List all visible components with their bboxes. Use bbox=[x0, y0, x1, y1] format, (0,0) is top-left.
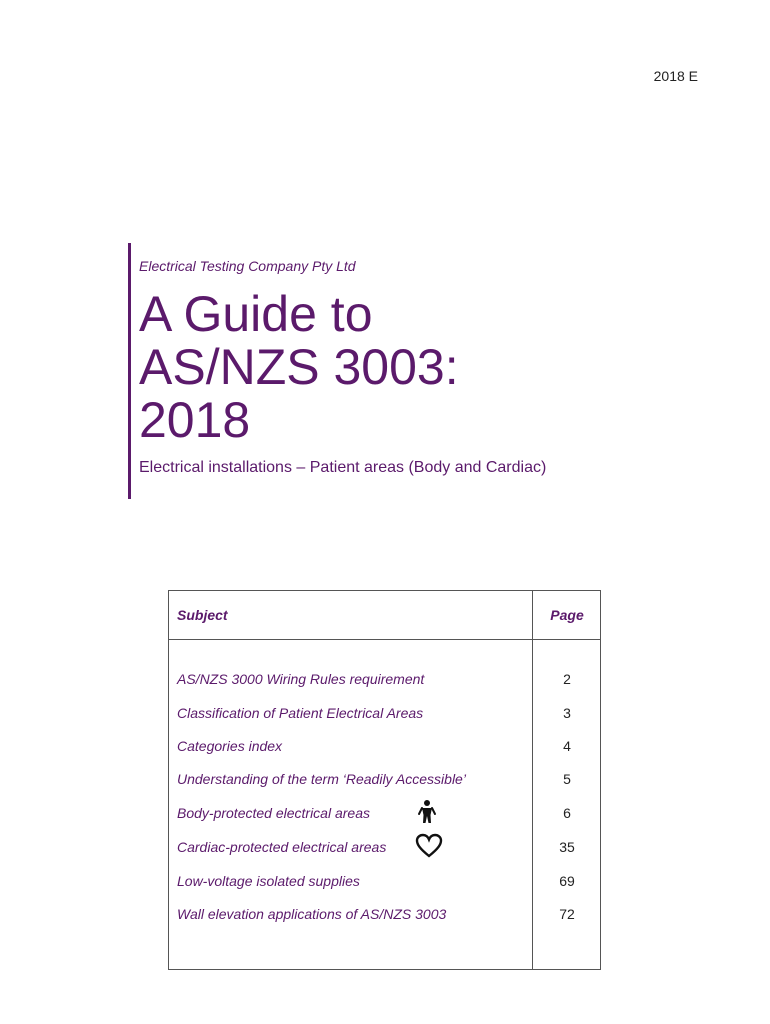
title-block bbox=[128, 243, 728, 499]
page-title bbox=[139, 288, 728, 447]
table-row bbox=[169, 734, 600, 758]
cardiac-protected-heart-icon bbox=[415, 833, 443, 864]
row-subject: Body-protected electrical areas bbox=[177, 805, 370, 821]
subtitle: Electrical installations – Patient areas (Body and Cardiac) bbox=[139, 459, 547, 476]
table-row bbox=[169, 835, 600, 859]
table-row bbox=[169, 667, 600, 691]
table-row bbox=[169, 801, 600, 825]
row-subject: Low-voltage isolated supplies bbox=[177, 873, 360, 889]
row-subject: AS/NZS 3000 Wiring Rules requirement bbox=[177, 671, 425, 687]
body-protected-person-icon bbox=[417, 799, 437, 830]
header-subject: Subject bbox=[177, 607, 228, 623]
table-row bbox=[169, 701, 600, 725]
contents-table bbox=[168, 590, 601, 970]
row-subject: Cardiac-protected electrical areas bbox=[177, 839, 387, 855]
row-subject: Categories index bbox=[177, 738, 283, 754]
table-row bbox=[169, 767, 600, 791]
row-page: 6 bbox=[563, 805, 571, 821]
table-row bbox=[169, 902, 600, 926]
table-row bbox=[169, 869, 600, 893]
row-page: 35 bbox=[559, 839, 575, 855]
row-subject: Classification of Patient Electrical Areas bbox=[177, 705, 424, 721]
row-subject: Wall elevation applications of AS/NZS 3003 bbox=[177, 906, 447, 922]
row-page: 72 bbox=[559, 906, 575, 922]
edition-label: 2018 E bbox=[653, 68, 698, 84]
row-page: 2 bbox=[563, 671, 571, 687]
company-name: Electrical Testing Company Pty Ltd bbox=[139, 258, 356, 274]
header-page: Page bbox=[550, 607, 584, 623]
title-line-3: 2018 bbox=[139, 392, 251, 448]
row-page: 3 bbox=[563, 705, 571, 721]
header-divider bbox=[169, 639, 600, 640]
title-line-2: AS/NZS 3003: bbox=[139, 339, 459, 395]
row-page: 5 bbox=[563, 771, 571, 787]
row-page: 4 bbox=[563, 738, 571, 754]
title-line-1: A Guide to bbox=[139, 286, 373, 342]
row-page: 69 bbox=[559, 873, 575, 889]
row-subject: Understanding of the term ‘Readily Accessible’ bbox=[177, 771, 466, 787]
